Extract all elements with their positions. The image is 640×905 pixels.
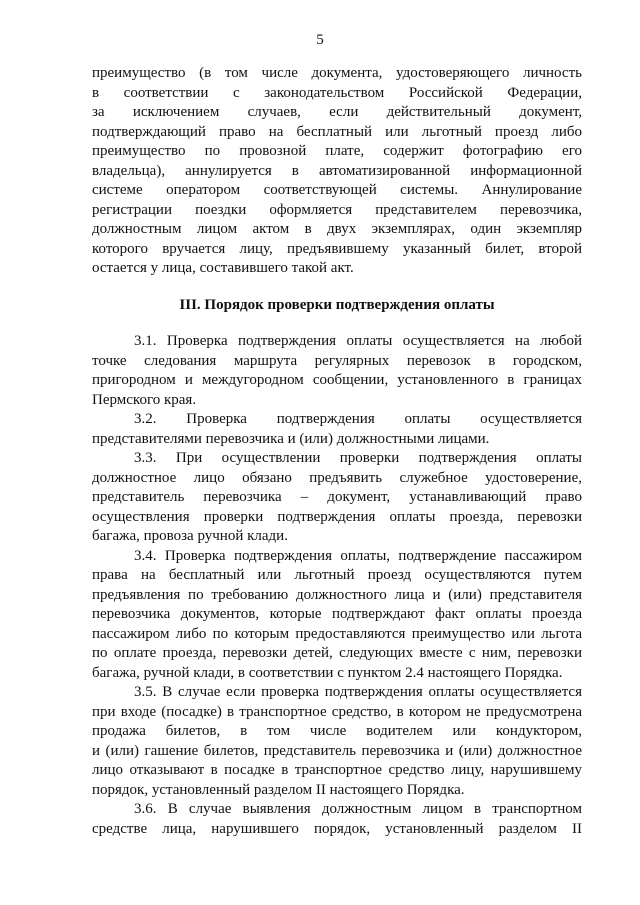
text-line: точке следования маршрута регулярных перевозок в городском,	[92, 352, 582, 369]
text-line: пригородном и междугородном сообщении, установленного в границах	[92, 372, 582, 388]
text-line: багажа, ручной клади, в соответствии с пунктом 2.4 настоящего Порядка.	[92, 664, 563, 681]
text-line: должностным лицом актом в двух экземплярах, один экземпляр	[92, 221, 582, 237]
text-line: представителями перевозчика и (или) должностными лицами.	[92, 430, 490, 447]
text-line: 3.3. При осуществлении проверки подтверждения оплаты	[134, 450, 582, 466]
text-line: преимущество по провозной плате, содержит фотографию его	[92, 143, 582, 159]
text-line: перевозчика документов, которые подтверждают факт оплаты проезда	[92, 606, 582, 622]
text-line: пассажиром либо по которым предоставляются преимущество или льгота	[92, 625, 582, 642]
text-line: Пермского края.	[92, 391, 197, 408]
paragraph-2	[92, 410, 582, 449]
text-line: осуществления проверки подтверждения оплаты проезда, перевозки	[92, 508, 582, 525]
text-line: в соответствии с законодательством Российской Федерации,	[92, 84, 582, 101]
paragraph-1	[92, 332, 582, 410]
text-line: преимущество (в том числе документа, удостоверяющего личность	[92, 65, 582, 81]
paragraph-3	[92, 449, 582, 547]
text-line: при входе (посадке) в транспортное средство, в котором не предусмотрена	[92, 703, 582, 720]
text-line: предъявления по требованию должностного лица и (или) представителя	[92, 586, 582, 603]
text-line: 3.1. Проверка подтверждения оплаты осуществляется на любой	[134, 333, 582, 349]
document-body	[92, 64, 582, 839]
text-line: порядок, установленный разделом II настоящего Порядка.	[92, 781, 465, 798]
text-line: системе оператором соответствующей системы. Аннулирование	[92, 182, 582, 198]
text-line: владельца), аннулируется в автоматизированной информационной	[92, 162, 582, 179]
paragraph-5	[92, 683, 582, 800]
text-line: регистрации поездки оформляется представителем перевозчика,	[92, 201, 582, 218]
paragraph-6	[92, 800, 582, 839]
paragraph-continuation	[92, 64, 582, 279]
text-line: 3.2. Проверка подтверждения оплаты осуществляется	[134, 411, 582, 427]
text-line: лицо отказывают в посадке в транспортное средство лицу, нарушившему	[92, 762, 582, 778]
text-line: за исключением случаев, если действительный документ,	[92, 104, 582, 120]
paragraph-4	[92, 547, 582, 684]
text-line: подтверждающий право на бесплатный или льготный проезд либо	[92, 123, 582, 140]
text-line: права на бесплатный или льготный проезд осуществляются путем	[92, 567, 582, 583]
text-line: 3.6. В случае выявления должностным лицом в транспортном	[134, 801, 582, 817]
text-line: средстве лица, нарушившего порядок, установленный разделом II	[92, 820, 582, 837]
page-number: 5	[316, 32, 324, 48]
section-heading: III. Порядок проверки подтверждения оплаты	[179, 296, 495, 313]
text-line: по оплате проезда, перевозки детей, следующих вместе с ним, перевозки	[92, 645, 582, 661]
text-line: 3.4. Проверка подтверждения оплаты, подтверждение пассажиром	[134, 547, 582, 564]
text-line: которого вручается лицу, предъявившему указанный билет, второй	[92, 240, 582, 257]
text-line: багажа, провоза ручной клади.	[92, 528, 288, 544]
text-line: 3.5. В случае если проверка подтверждения оплаты осуществляется	[134, 684, 582, 700]
text-line: представитель перевозчика – документ, устанавливающий право	[92, 489, 582, 505]
text-line: и (или) гашение билетов, представитель перевозчика и (или) должностное	[92, 742, 582, 759]
text-line: продажа билетов, в том числе водителем или кондуктором,	[92, 723, 582, 739]
section-paragraphs	[92, 332, 582, 839]
text-line: должностное лицо обязано предъявить служебное удостоверение,	[92, 469, 582, 486]
text-line: остается у лица, составившего такой акт.	[92, 260, 354, 276]
